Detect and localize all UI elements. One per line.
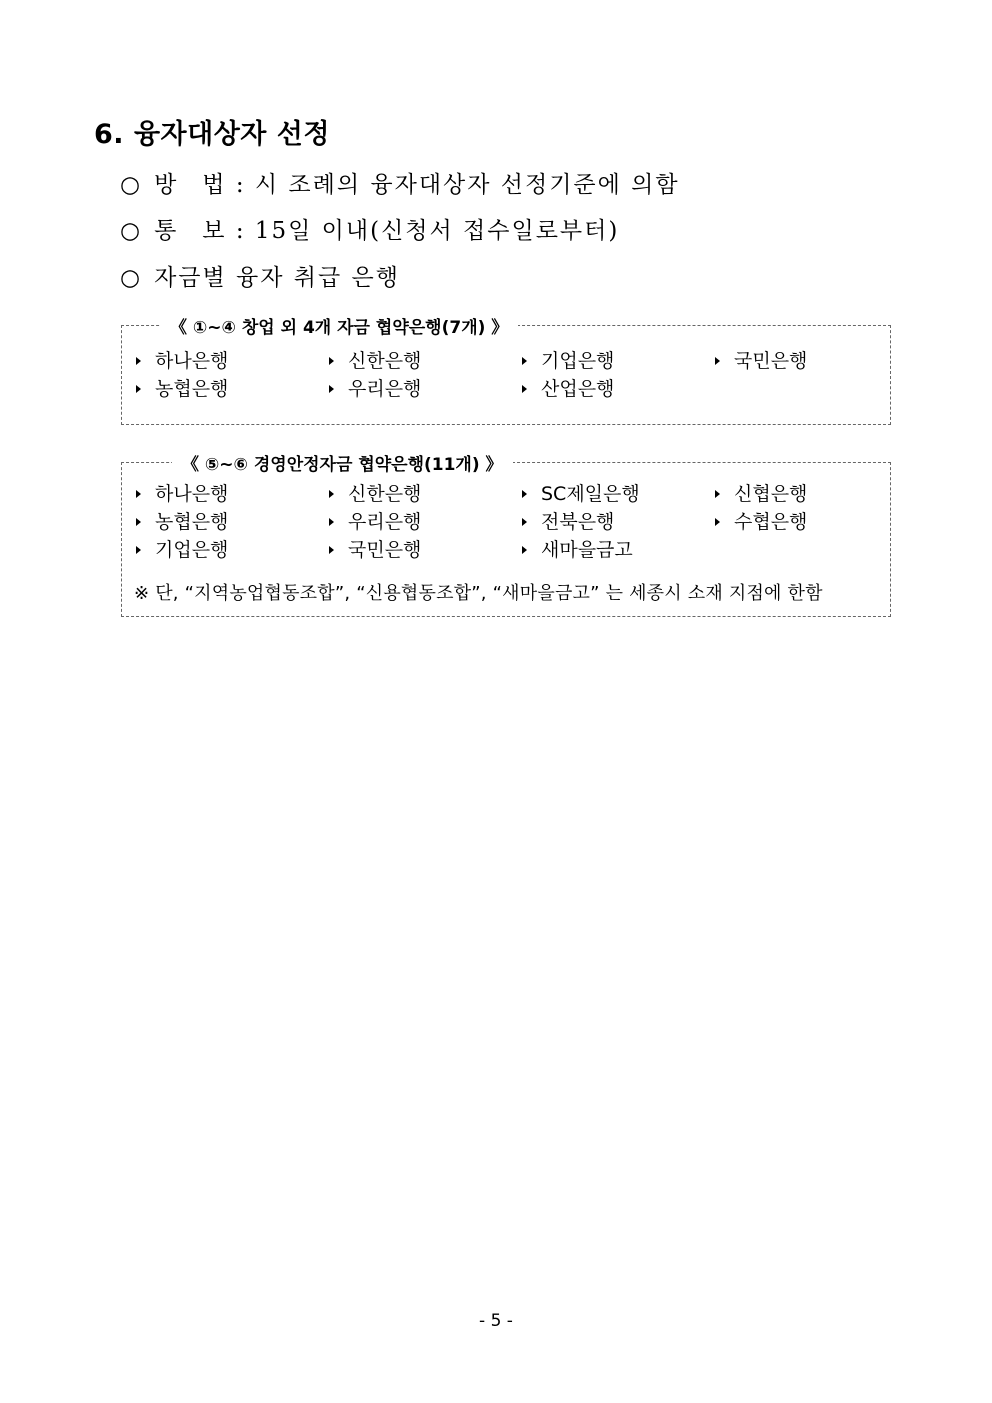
triangle-bullet-icon	[136, 546, 141, 554]
bank-item: SC제일은행	[522, 483, 715, 506]
bank-box-2-title: 《 ⑤~⑥ 경영안정자금 협약은행(11개) 》	[172, 450, 513, 475]
triangle-bullet-icon	[329, 357, 334, 365]
bank-list-2	[136, 483, 875, 562]
bank-item: 신한은행	[329, 350, 522, 373]
notice-label-2: 보	[202, 218, 227, 244]
triangle-bullet-icon	[136, 518, 141, 526]
triangle-bullet-icon	[522, 490, 527, 498]
bank-item: 신협은행	[715, 483, 875, 506]
bank-item: 새마을금고	[522, 539, 715, 562]
bank-item: 농협은행	[136, 511, 329, 534]
bank-item: 국민은행	[329, 539, 522, 562]
triangle-bullet-icon	[522, 385, 527, 393]
triangle-bullet-icon	[329, 490, 334, 498]
bank-box-2	[121, 455, 891, 617]
triangle-bullet-icon	[715, 490, 720, 498]
triangle-bullet-icon	[329, 518, 334, 526]
circle-bullet-icon: ○	[120, 265, 143, 291]
method-item	[120, 166, 680, 199]
bank-item: 하나은행	[136, 350, 329, 373]
triangle-bullet-icon	[522, 357, 527, 365]
bank-item: 기업은행	[522, 350, 715, 373]
circle-bullet-icon: ○	[120, 218, 143, 244]
page-number: - 5 -	[479, 1311, 513, 1331]
method-label-2: 법	[202, 172, 227, 198]
triangle-bullet-icon	[329, 385, 334, 393]
bank-item: 우리은행	[329, 511, 522, 534]
triangle-bullet-icon	[136, 490, 141, 498]
notice-item	[120, 212, 619, 245]
bank-item: 우리은행	[329, 378, 522, 401]
section-title: 6. 융자대상자 선정	[94, 119, 330, 150]
method-label: 방	[154, 172, 179, 198]
triangle-bullet-icon	[715, 357, 720, 365]
bank-item: 신한은행	[329, 483, 522, 506]
method-text: : 시 조례의 융자대상자 선정기준에 의함	[235, 172, 680, 198]
banks-text: 자금별 융자 취급 은행	[154, 265, 400, 291]
bank-item: 산업은행	[522, 378, 715, 401]
bank-item: 하나은행	[136, 483, 329, 506]
bank-item: 수협은행	[715, 511, 875, 534]
triangle-bullet-icon	[522, 518, 527, 526]
triangle-bullet-icon	[136, 357, 141, 365]
triangle-bullet-icon	[136, 385, 141, 393]
bank-box-1	[121, 318, 891, 425]
bank-item: 전북은행	[522, 511, 715, 534]
notice-label: 통	[154, 218, 179, 244]
bank-box-1-title: 《 ①~④ 창업 외 4개 자금 협약은행(7개) 》	[160, 313, 518, 338]
triangle-bullet-icon	[522, 546, 527, 554]
bank-list-1	[136, 350, 875, 401]
bank-item: 기업은행	[136, 539, 329, 562]
bank-item: 농협은행	[136, 378, 329, 401]
circle-bullet-icon: ○	[120, 172, 143, 198]
bank-item: 국민은행	[715, 350, 875, 373]
bank-box-2-note: ※ 단, “지역농업협동조합”, “신용협동조합”, “새마을금고” 는 세종시 소재 지점에 한함	[134, 583, 823, 604]
banks-item	[120, 259, 400, 292]
triangle-bullet-icon	[715, 518, 720, 526]
notice-text: : 15일 이내(신청서 접수일로부터)	[235, 218, 620, 244]
triangle-bullet-icon	[329, 546, 334, 554]
